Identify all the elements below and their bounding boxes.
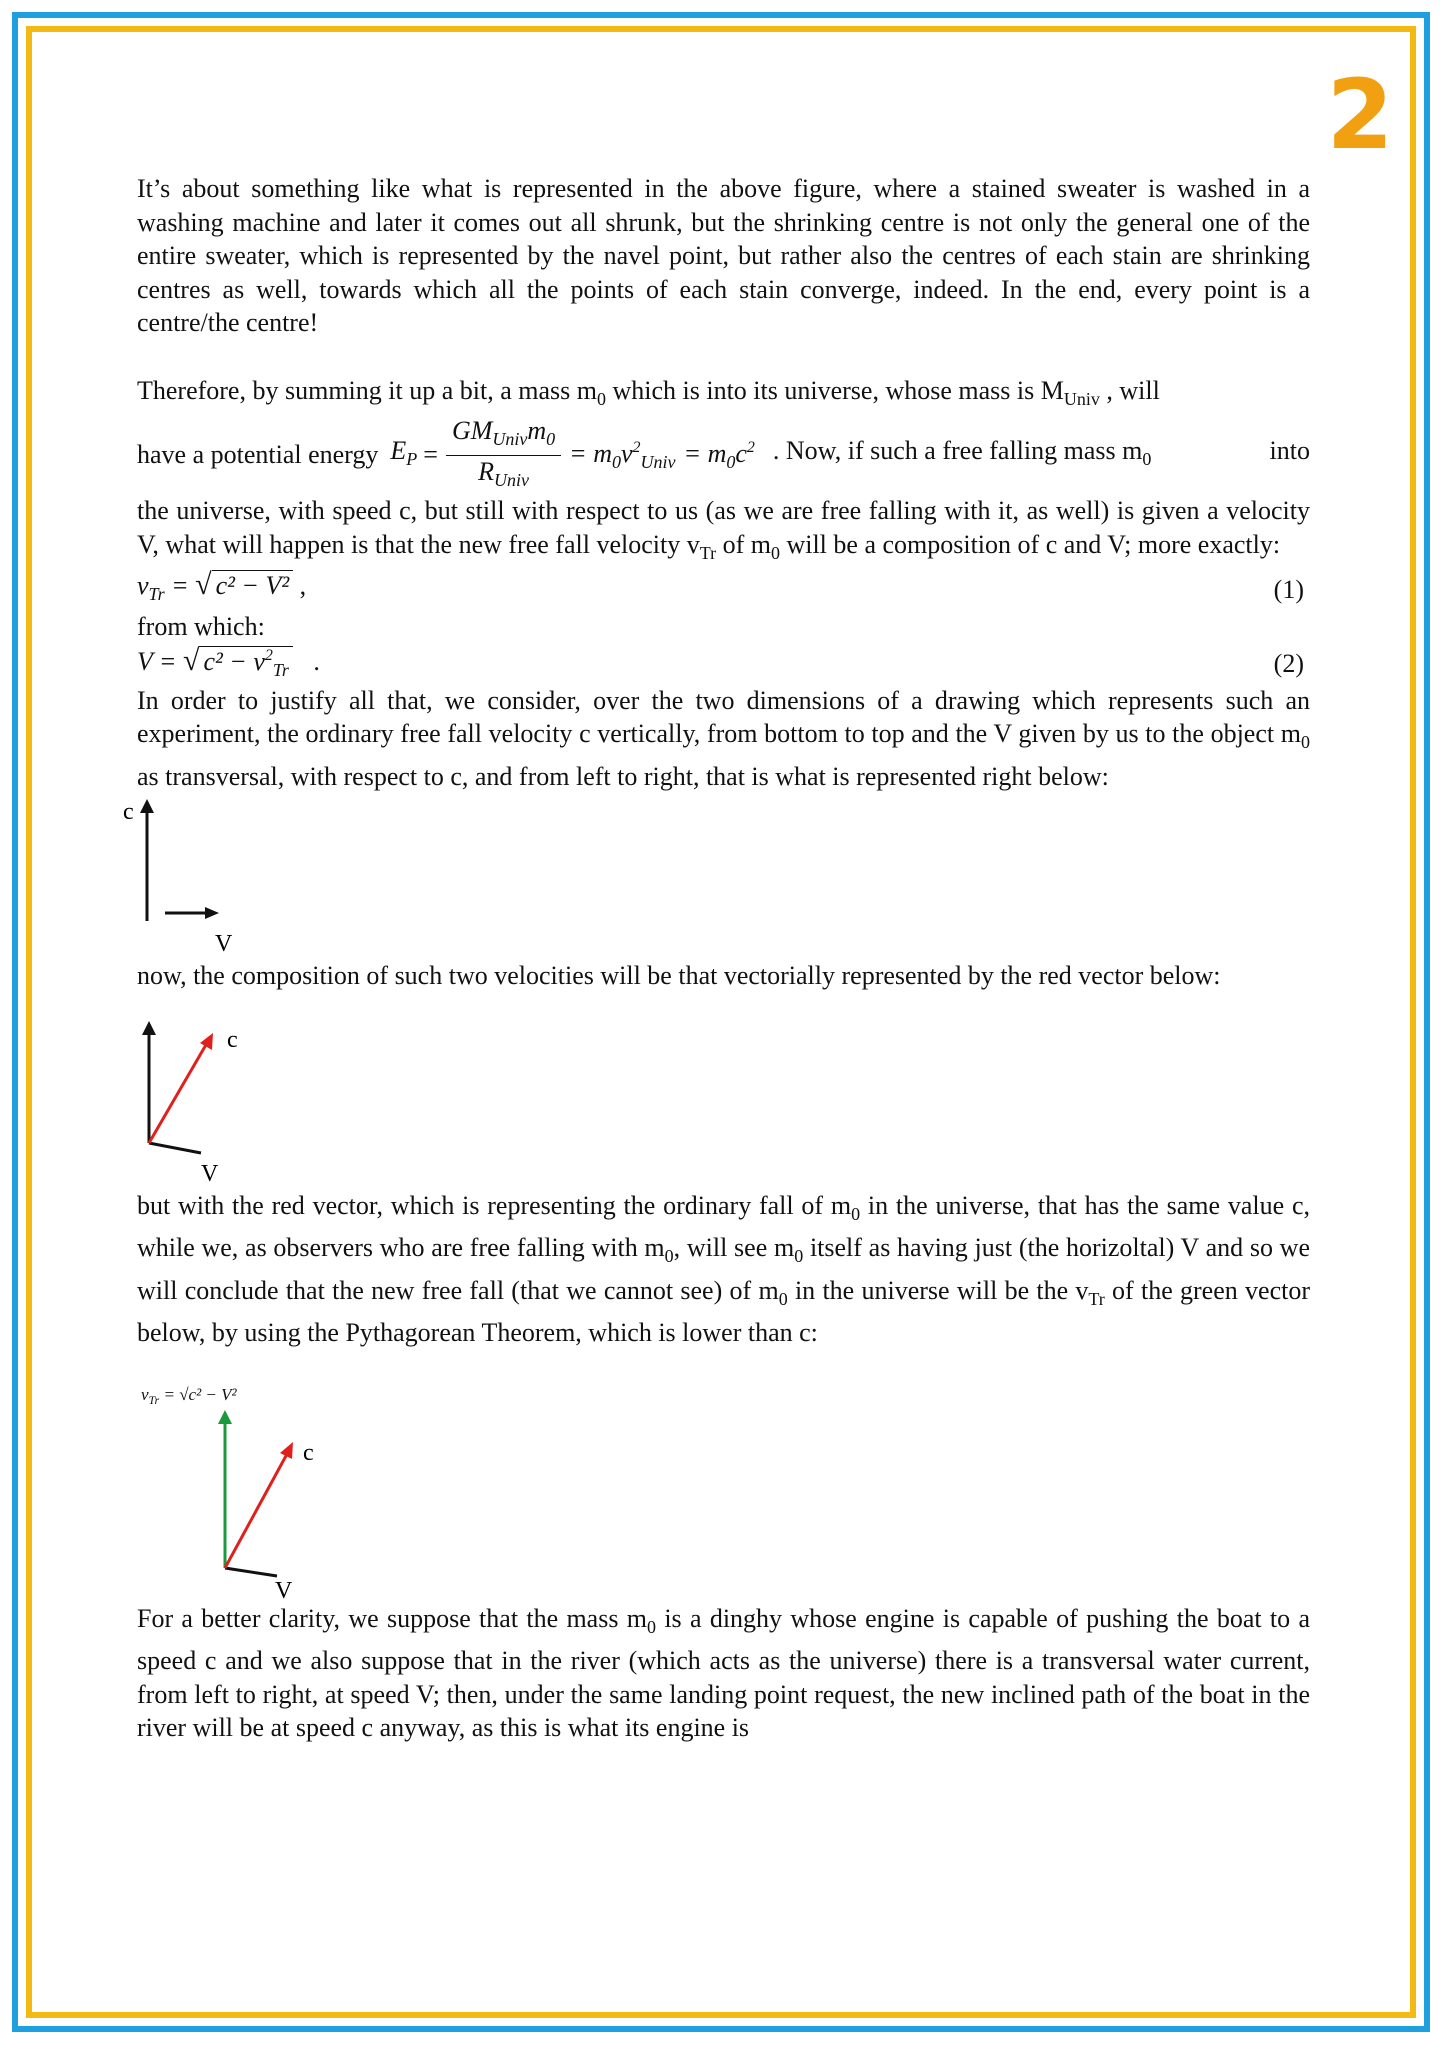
fig3-formula: $v_{Tr} = √c^2 - V^2$ — [141, 1384, 237, 1407]
potential-energy-line: have a potential energy $E_P$ = $\frac{GM_{Univ}m_0}{R_{Univ}}$ = $m_0v^2_{Univ}$ = $m_0c^2$ . Now, if such a free falling mass $m_0$ into — [137, 416, 1310, 494]
vertical-axis-arrowhead — [142, 1021, 156, 1035]
v-arrowhead — [205, 907, 219, 919]
red-vector-arrowhead — [200, 1033, 213, 1050]
red-vector — [149, 1043, 207, 1143]
ep-tail: . Now, if such a free falling mass $m_0$ into — [772, 435, 1310, 469]
paragraph-green-vector-intro: but with the red vector, which is representing the ordinary fall of $m_0$ in the universe, that has the same value c, while we, as observers who are free falling with $m_0$, will see $m_0$ itself as having just (the horizoltal) V and so we will conclude that the new free fall (that we cannot see) of $m_0$ in the universe will be the $v_{Tr}$ of the green vector below, by using the Pythagorean Theorem, which is lower than c: — [137, 1190, 1310, 1347]
ep-rhs-1: = $m_0v^2_{Univ}$ — [569, 438, 676, 472]
paragraph-potential-intro: Therefore, by summing it up a bit, a mass $m_0$ which is into its universe, whose mass is $M_{Univ}$ , will — [137, 375, 1160, 409]
page-number: 2 — [1326, 59, 1394, 171]
equation-1: $v_{Tr}$ = √ c² − V² , (1) — [137, 570, 1310, 610]
equation-2: V = √ $c^2 - v^2_{Tr}$ . (2) — [137, 644, 1310, 684]
ep-rhs-2: = $m_0c^2$ — [683, 438, 755, 472]
green-vector-arrowhead — [218, 1410, 232, 1424]
fig3-label-c: c — [303, 1439, 314, 1466]
paragraph-sweater: It’s about something like what is represented in the above figure, where a stained sweater is washed in a washing machine and later it comes out all shrunk, but the shrinking centre is not only the general one of the entire sweater, which is represented by the navel point, but rather also the centres of each stain are shrinking centres as well, towards which all the points of each stain converge, indeed. In the end, every point is a centre/the centre! — [137, 174, 1310, 337]
potential-energy-lead: have a potential energy — [137, 440, 379, 470]
paragraph-red-vector-intro: now, the composition of such two velocities will be that vectorially represented by the red vector below: — [137, 961, 1221, 990]
equation-1-number: (1) — [1273, 575, 1304, 605]
ep-symbol: $E_P$ — [390, 435, 418, 469]
paragraph-drawing-setup: In order to justify all that, we consider, over the two dimensions of a drawing which represents such an experiment, the ordinary free fall velocity c vertically, from bottom to top and the V given by us to the object $m_0$ as transversal, with respect to c, and from left to right, that is what is represented right below: — [137, 685, 1310, 791]
from-which-label: from which: — [137, 612, 265, 641]
horizontal-axis — [149, 1143, 201, 1153]
fig2-label-c: c — [227, 1026, 238, 1053]
fig3-red-vector — [225, 1454, 287, 1568]
potential-energy-fraction: $\frac{GM_{Univ}m_0}{R_{Univ}}$ — [446, 415, 561, 496]
equation-2-number: (2) — [1273, 648, 1304, 678]
fig1-label-v: V — [215, 931, 233, 957]
figure-velocity-axes — [123, 793, 1310, 959]
fig2-label-v: V — [201, 1160, 219, 1187]
fig3-horizontal-axis — [225, 1568, 277, 1576]
fig1-label-c: c — [123, 799, 134, 825]
fig3-label-v: V — [275, 1577, 293, 1602]
paragraph-dinghy: For a better clarity, we suppose that the mass $m_0$ is a dinghy whose engine is capable of pushing the boat to a speed c and we also suppose that in the river (which acts as the universe) there is a transversal water current, from left to right, at speed V; then, under the same landing point request, the new inclined path of the boat in the river will be at speed c anyway, as this is what its engine is — [137, 1603, 1310, 1742]
figure-red-vector — [137, 993, 1310, 1189]
paragraph-composition: the universe, with speed c, but still with respect to us (as we are free falling with it, as well) is given a velocity V, what will happen is that the new free fall velocity $v_{Tr}$ of $m_0$ will be a composition of c and V; more exactly: — [137, 496, 1310, 563]
document-body — [123, 172, 1310, 1745]
figure-green-vector — [137, 1350, 1310, 1602]
c-arrowhead — [140, 799, 154, 813]
